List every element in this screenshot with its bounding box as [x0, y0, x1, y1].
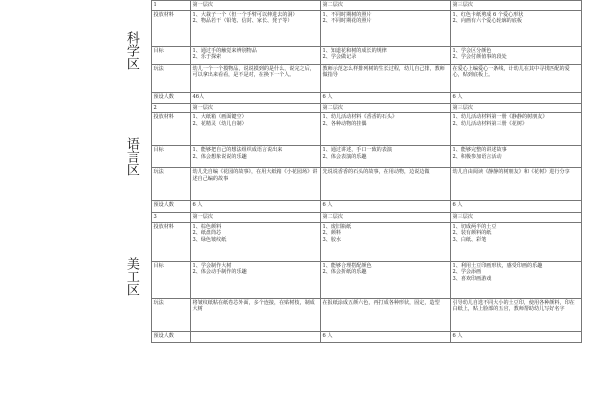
table-cell: [190, 331, 320, 342]
table-cell: 6 人: [320, 92, 450, 103]
table-cell: 1、学会制作大树 2、体会动手制作的乐趣: [190, 261, 320, 298]
level-header: 第二层次: [320, 213, 450, 223]
table-cell: 1、学会区分颜色 2、学会付颜值事的段处: [450, 46, 581, 64]
table-cell: 1、幼儿活动材料第一册《静静的树朋友》 2、幼儿活动材料第三册《花树》: [450, 113, 581, 146]
row-label: 玩法: [151, 298, 190, 331]
area-cell: [111, 103, 151, 213]
table-cell: 引导幼儿自选不同大小的土豆印，使用各种颜料，印在白纸上，贴上脸部的五官，教师帮助幼儿写好名字: [450, 298, 581, 331]
row-label: 投放材料: [151, 222, 190, 261]
table-row: [111, 113, 581, 146]
table-cell: 6 人: [450, 201, 581, 213]
table-cell: 6 人: [190, 201, 320, 213]
table-row: [111, 201, 581, 213]
section-number: 2: [151, 103, 190, 113]
table-cell: 6 人: [320, 201, 450, 213]
table-cell: 6 人: [320, 331, 450, 342]
area-name: 语言区: [123, 137, 139, 177]
table-cell: 1、通过手的触觉来辨别物品 2、乐于探索: [190, 46, 320, 64]
table-cell: 在爱心上编爱心一条线，计幼儿在其中寻找匹配的爱心，贴到底板上。: [450, 64, 581, 92]
table-cell: 1、能够把自己的想法组织成语言说出来 2、体会想象说说的乐趣: [190, 146, 320, 168]
table-cell: 先说说香香的石头的故事，在用动物，边说边做: [320, 168, 450, 201]
table-row: [111, 64, 581, 92]
table-row: [111, 331, 581, 342]
table-cell: 1、大栽子一个（但一个手臂可以伸进去的洞） 2、物品若干（铅笔、信封、家长、凳子等）: [190, 10, 320, 46]
row-label: 投放材料: [151, 10, 190, 46]
section-header-row: [111, 213, 581, 223]
row-label: 目标: [151, 261, 190, 298]
table-cell: 1、幼儿活动材料《香香的石头》 2、各种动物的挂偶: [320, 113, 450, 146]
table-cell: 1、大纸箱（画面键空） 2、花精灵（幼儿自制）: [190, 113, 320, 146]
row-label: 预设人数: [151, 201, 190, 213]
activity-plan-table: [111, 0, 582, 343]
table-row: [111, 10, 581, 46]
level-header: 第一层次: [190, 213, 320, 223]
section-header-row: [111, 1, 581, 11]
level-header: 第三层次: [450, 1, 581, 11]
row-label: 预设人数: [151, 331, 190, 342]
row-label: 玩法: [151, 64, 190, 92]
table-cell: 1、通过讲述，手口一致的表演 2、体会表演的乐趣: [320, 146, 450, 168]
table-cell: 1、切成两半的土豆 2、装有颜料的纸 3、白纸、彩笔: [450, 222, 581, 261]
table-cell: 幼儿先自编《花园的故事》，在用大纸箱《小花园场》讲述自己编的故事: [190, 168, 320, 201]
area-cell: [111, 1, 151, 104]
table-cell: 幼儿自由阅读《静静的树朋友》和《花树》进行分享: [450, 168, 581, 201]
table-cell: 教师示范怎么样排列树的生长过程，幼儿自己排，教师做指导: [320, 64, 450, 92]
section-header-row: [111, 103, 581, 113]
table-cell: 1、利用土豆印画形状，感受印画的乐趣 2、学会添画 3、喜欢印画游戏: [450, 261, 581, 298]
row-label: 目标: [151, 146, 190, 168]
level-header: 第一层次: [190, 103, 320, 113]
level-header: 第一层次: [190, 1, 320, 11]
table-row: [111, 92, 581, 103]
section-number: 3: [151, 213, 190, 223]
table-row: [111, 222, 581, 261]
row-label: 投放材料: [151, 113, 190, 146]
table-body: [111, 1, 581, 343]
row-label: 目标: [151, 46, 190, 64]
table-row: [111, 298, 581, 331]
table-cell: 1、棕色颜料 2、纸盘筒芯 3、绿色皱纹纸: [190, 222, 320, 261]
table-row: [111, 146, 581, 168]
table-row: [111, 261, 581, 298]
table-row: [111, 168, 581, 201]
table-cell: 将皱纹纸粘在纸卷芯外面，多个连接，在贴树枝，制成大树: [190, 298, 320, 331]
level-header: 第三层次: [450, 213, 581, 223]
table-cell: 46人: [190, 92, 320, 103]
table-cell: 6 人: [450, 92, 581, 103]
table-cell: 6 人: [450, 331, 581, 342]
area-cell: [111, 213, 151, 343]
area-name: 科学区: [123, 31, 139, 70]
table-cell: 1、红色卡纸剪成 6 个爱心形状 2、向画有六个爱心轮廓的底板: [450, 10, 581, 46]
level-header: 第二层次: [320, 1, 450, 11]
section-number: 1: [151, 1, 190, 11]
table-cell: 幼儿一个一个摸物品，说说摸到的是什么，说完之后，可以拿出来看看，是不是对，在换下一个人。: [190, 64, 320, 92]
table-cell: 1、不同时期树的照片 2、不同时期花的照片: [320, 10, 450, 46]
table-cell: 1、废旧瓶纸 2、颜料 3、胶水: [320, 222, 450, 261]
table-cell: 在报纸涂成五颜六色，再打成各种形状，固定，造型: [320, 298, 450, 331]
row-label: 玩法: [151, 168, 190, 201]
table-row: [111, 46, 581, 64]
level-header: 第二层次: [320, 103, 450, 113]
level-header: 第三层次: [450, 103, 581, 113]
row-label: 预设人数: [151, 92, 190, 103]
area-name: 美工区: [123, 256, 139, 296]
table-cell: 1、能够合理搭配颜色 2、体会折纸的乐趣: [320, 261, 450, 298]
table-cell: 1、能够完整的讲述故事 2、积极参加语言活动: [450, 146, 581, 168]
table-cell: 1、知道花和树的成长的规律 2、学会做记录: [320, 46, 450, 64]
